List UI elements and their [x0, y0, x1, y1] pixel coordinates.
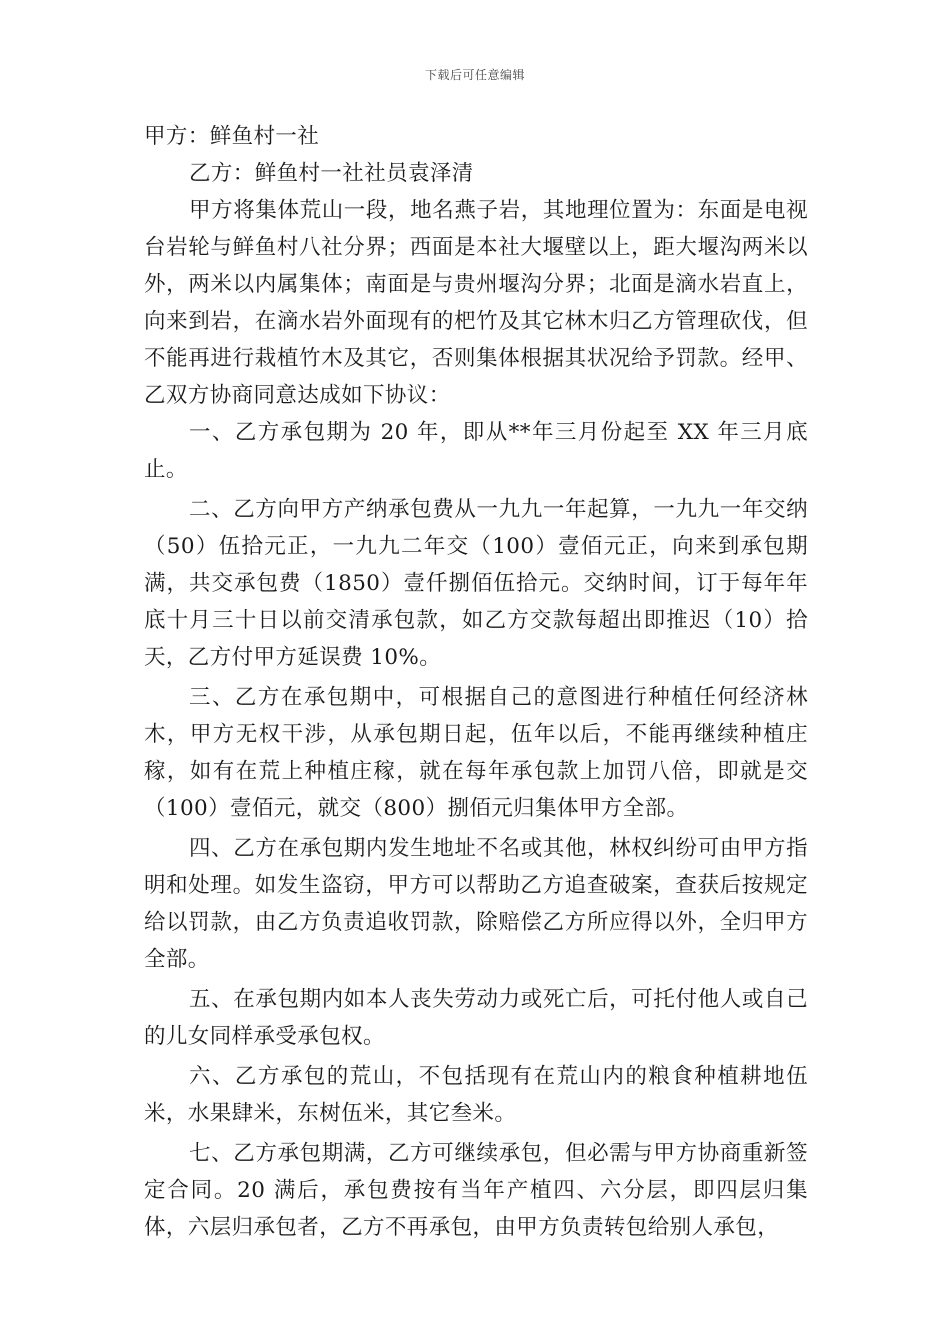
party-a-line: 甲方：鲜鱼村一社 [144, 124, 320, 149]
clause-3: 三、乙方在承包期中，可根据自己的意图进行种植任何经济林木，甲方无权干涉，从承包期日起，伍年以后，不能再继续种植庄稼，如有在荒上种植庄稼，就在每年承包款上加罚八倍，即就是交（100）壹佰元，就交（800）捌佰元归集体甲方全部。 [144, 685, 808, 821]
clause-5: 五、在承包期内如本人丧失劳动力或死亡后，可托付他人或自己的儿女同样承受承包权。 [144, 987, 808, 1049]
clause-6: 六、乙方承包的荒山，不包括现有在荒山内的粮食种植耕地伍米，水果肆米，东树伍米，其它叁米。 [144, 1064, 808, 1126]
contract-body [144, 118, 808, 1246]
header-note: 下载后可任意编辑 [424, 68, 525, 82]
clause-1: 一、乙方承包期为 20 年，即从**年三月份起至 XX 年三月底止。 [144, 420, 808, 482]
clause-4: 四、乙方在承包期内发生地址不名或其他，林权纠纷可由甲方指明和处理。如发生盗窃，甲方可以帮助乙方追查破案，查获后按规定给以罚款，由乙方负责追收罚款，除赔偿乙方所应得以外，全归甲方全部。 [144, 836, 808, 972]
intro-paragraph: 甲方将集体荒山一段，地名燕子岩，其地理位置为：东面是电视台岩轮与鲜鱼村八社分界；西面是本社大堰壁以上，距大堰沟两米以外，两米以内属集体；南面是与贵州堰沟分界；北面是滴水岩直上，向来到岩，在滴水岩外面现有的杷竹及其它林木归乙方管理砍伐，但不能再进行栽植竹木及其它，否则集体根据其状况给予罚款。经甲、乙双方协商同意达成如下协议： [144, 198, 808, 408]
party-b-line: 乙方：鲜鱼村一社社员袁泽清 [189, 161, 474, 186]
clause-2: 二、乙方向甲方产纳承包费从一九九一年起算，一九九一年交纳（50）伍拾元正，一九九二年交（100）壹佰元正，向来到承包期满，共交承包费（1850）壹仟捌佰伍拾元。交纳时间，订于每年年底十月三十日以前交清承包款，如乙方交款每超出即推迟（10）拾天，乙方付甲方延误费 10%。 [144, 497, 808, 670]
clause-7: 七、乙方承包期满，乙方可继续承包，但必需与甲方协商重新签定合同。20 满后，承包费按有当年产植四、六分层，即四层归集体，六层归承包者，乙方不再承包，由甲方负责转包给别人承包， [144, 1141, 808, 1240]
